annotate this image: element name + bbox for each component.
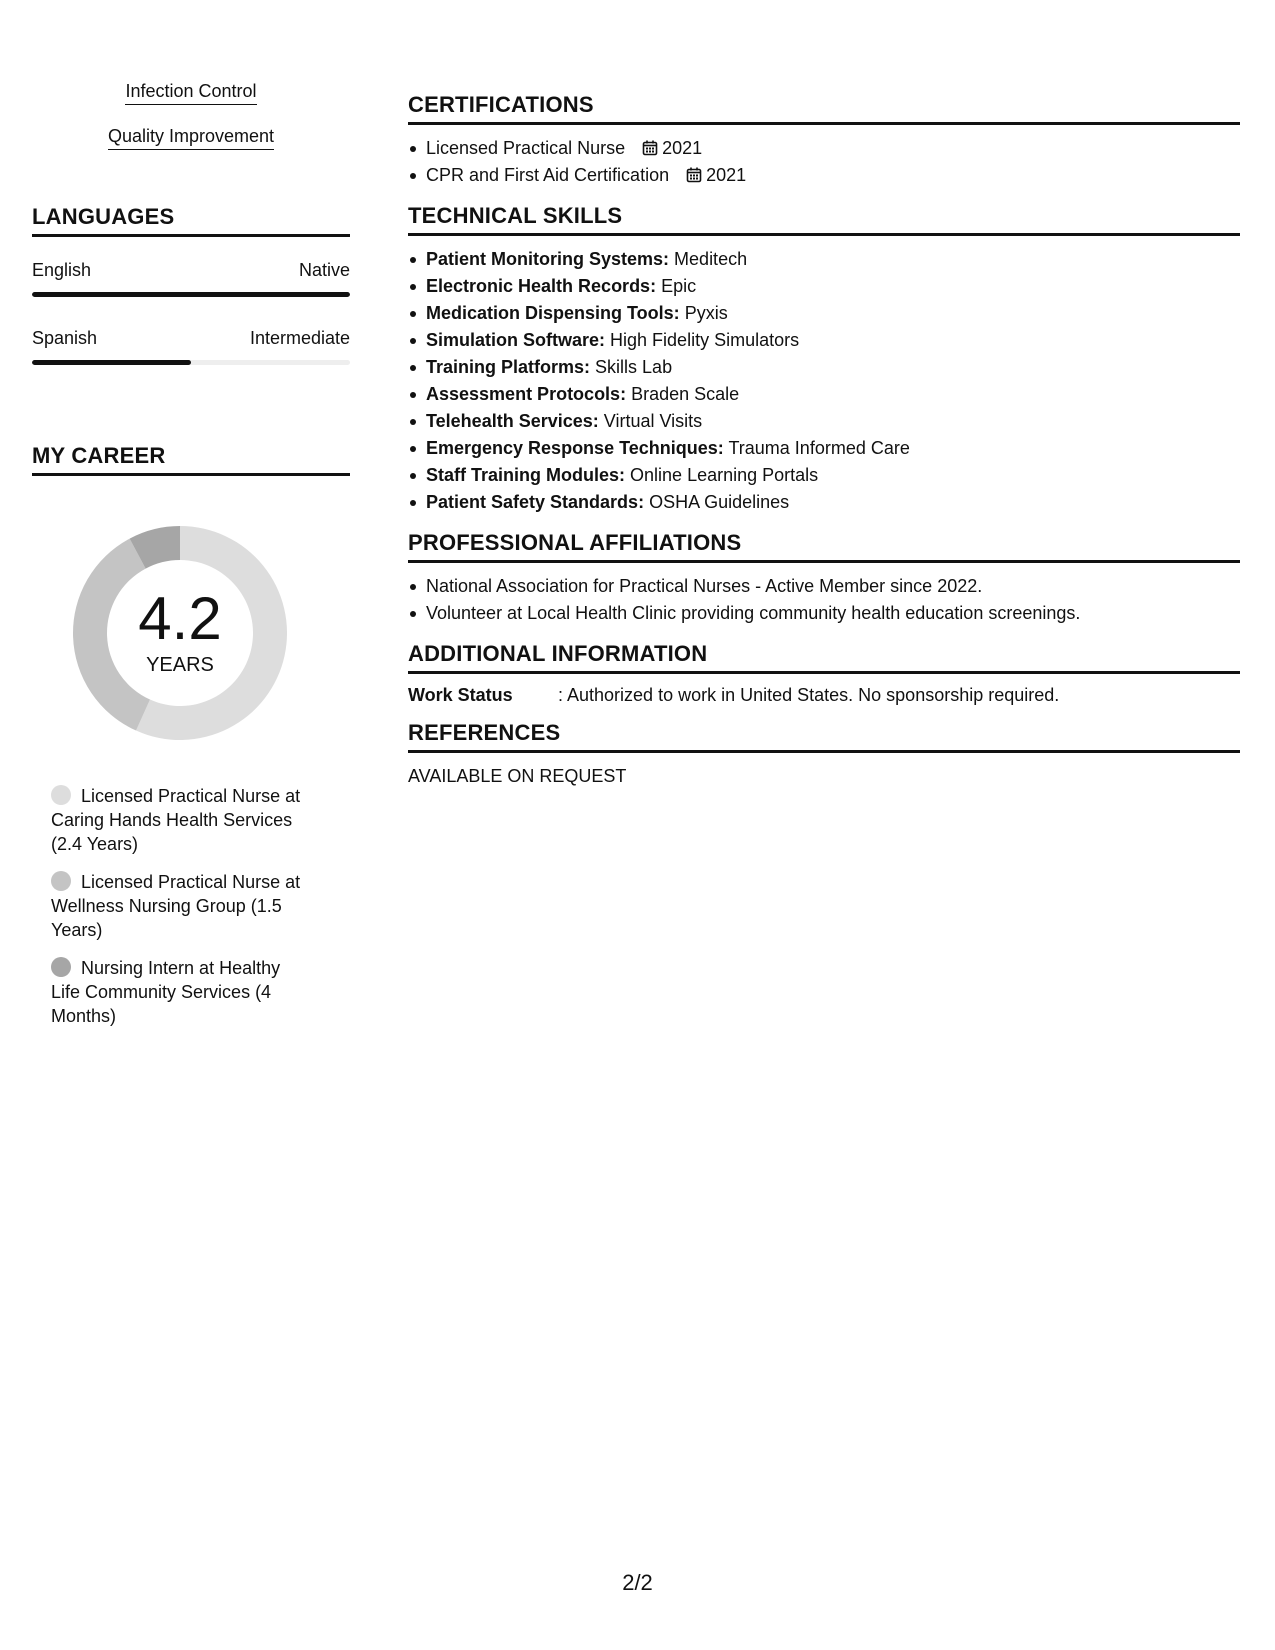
page-number: 2/2 (622, 1570, 653, 1595)
technical-skill-item: Patient Monitoring Systems: Meditech (408, 246, 1240, 273)
legend-dot-icon (51, 957, 71, 977)
technical-skill-item: Simulation Software: High Fidelity Simulators (408, 327, 1240, 354)
language-level: Native (298, 260, 350, 280)
certifications-list (408, 135, 1240, 189)
technical-skill-item: Emergency Response Techniques: Trauma Informed Care (408, 435, 1240, 462)
career-total-value: 4.2 (138, 585, 222, 652)
career-legend (32, 784, 302, 1028)
technical-skill-item: Staff Training Modules: Online Learning Portals (408, 462, 1240, 489)
language-name: Spanish (32, 328, 98, 348)
additional-info-heading: ADDITIONAL INFORMATION (408, 641, 1240, 674)
career-heading: MY CAREER (32, 443, 350, 476)
technical-skill-item: Medication Dispensing Tools: Pyxis (408, 300, 1240, 327)
right-column (408, 92, 1240, 787)
legend-dot-icon (51, 785, 71, 805)
career-legend-item: Nursing Intern at Healthy Life Community Services (4 Months) (51, 958, 281, 1026)
calendar-icon (686, 167, 702, 183)
affiliation-item: National Association for Practical Nurses - Active Member since 2022. (408, 573, 1240, 600)
certification-item: Licensed Practical Nurse 2021 (408, 135, 1240, 162)
technical-skill-item: Telehealth Services: Virtual Visits (408, 408, 1240, 435)
references-heading: REFERENCES (408, 720, 1240, 753)
career-total-unit: YEARS (146, 654, 214, 676)
career-donut-chart (65, 518, 295, 748)
work-status-label: Work Status (408, 685, 513, 705)
affiliation-item: Volunteer at Local Health Clinic providing community health education screenings. (408, 600, 1240, 627)
affiliations-list (408, 573, 1240, 627)
calendar-icon (642, 140, 658, 156)
certification-year: 2021 (706, 165, 747, 185)
language-item (32, 327, 350, 365)
career-legend-item: Licensed Practical Nurse at Caring Hands Health Services (2.4 Years) (51, 786, 301, 854)
references-text: AVAILABLE ON REQUEST (408, 766, 627, 786)
left-column (32, 80, 350, 1028)
technical-skills-list (408, 246, 1240, 516)
affiliations-heading: PROFESSIONAL AFFILIATIONS (408, 530, 1240, 563)
language-proficiency-fill (32, 292, 350, 297)
language-proficiency-bar (32, 360, 350, 365)
skill-tag: Infection Control (125, 80, 256, 105)
technical-skills-heading: TECHNICAL SKILLS (408, 203, 1240, 236)
work-status-value: : Authorized to work in United States. No sponsorship required. (558, 685, 1060, 705)
languages-heading: LANGUAGES (32, 204, 350, 237)
language-proficiency-bar (32, 292, 350, 297)
language-level: Intermediate (249, 328, 350, 348)
work-status-row (408, 684, 1240, 706)
technical-skill-item: Assessment Protocols: Braden Scale (408, 381, 1240, 408)
language-proficiency-fill (32, 360, 191, 365)
certification-item: CPR and First Aid Certification 2021 (408, 162, 1240, 189)
legend-dot-icon (51, 871, 71, 891)
technical-skill-item: Patient Safety Standards: OSHA Guidelines (408, 489, 1240, 516)
language-item (32, 259, 350, 297)
technical-skill-item: Training Platforms: Skills Lab (408, 354, 1240, 381)
language-name: English (32, 260, 92, 280)
certifications-heading: CERTIFICATIONS (408, 92, 1240, 125)
skill-tag: Quality Improvement (108, 125, 274, 150)
certification-year: 2021 (662, 138, 703, 158)
technical-skill-item: Electronic Health Records: Epic (408, 273, 1240, 300)
career-legend-item: Licensed Practical Nurse at Wellness Nursing Group (1.5 Years) (51, 872, 301, 940)
